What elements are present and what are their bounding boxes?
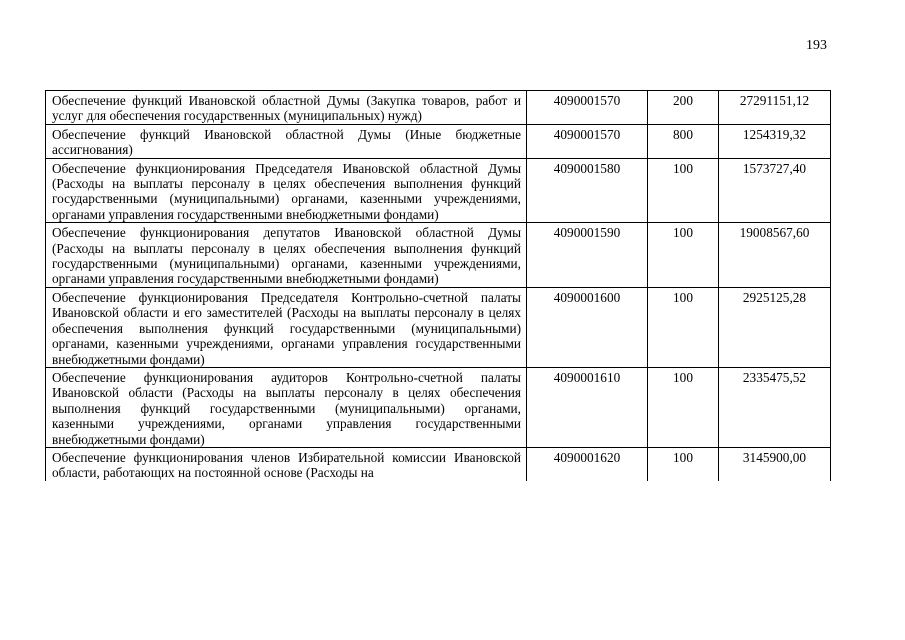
expense-type-code: 100 [648,158,719,223]
amount-value: 2925125,28 [719,287,831,367]
table-row [46,124,831,158]
table-row [46,158,831,223]
target-article-code: 4090001570 [527,124,648,158]
expense-description: Обеспечение функций Ивановской областной Думы (Закупка товаров, работ и услуг для обеспечения государственных (муниципальных) нужд) [46,91,527,125]
expense-description: Обеспечение функционирования Председателя Контрольно-счетной палаты Ивановской области и его заместителей (Расходы на выплаты персоналу в целях обеспечения выполнения функций государственными (муниципальными) органами, казенными учреждениями, органами управления государственными внебюджетными фондами) [46,287,527,367]
expense-type-code: 100 [648,223,719,288]
table-row [46,223,831,288]
table-row [46,91,831,125]
table-row [46,287,831,367]
expense-description: Обеспечение функционирования депутатов Ивановской областной Думы (Расходы на выплаты персоналу в целях обеспечения выполнения функций государственными (муниципальными) органами, казенными учреждениями, органами управления государственными внебюджетными фондами) [46,223,527,288]
page-number: 193 [806,38,827,53]
table-row [46,367,831,447]
expense-description: Обеспечение функционирования Председателя Ивановской областной Думы (Расходы на выплаты персоналу в целях обеспечения выполнения функций государственными (муниципальными) органами, казенными учреждениями, органами управления государственными внебюджетными фондами) [46,158,527,223]
expense-description: Обеспечение функций Ивановской областной Думы (Иные бюджетные ассигнования) [46,124,527,158]
table-row [46,447,831,480]
expense-type-code: 100 [648,447,719,480]
amount-value: 3145900,00 [719,447,831,480]
amount-value: 19008567,60 [719,223,831,288]
target-article-code: 4090001590 [527,223,648,288]
expense-type-code: 100 [648,287,719,367]
expense-type-code: 100 [648,367,719,447]
budget-table [45,90,831,481]
expense-description: Обеспечение функционирования аудиторов Контрольно-счетной палаты Ивановской области (Расходы на выплаты персоналу в целях обеспечения выполнения функций государственными (муниципальными) органами, казенными учреждениями, органами управления государственными внебюджетными фондами) [46,367,527,447]
target-article-code: 4090001620 [527,447,648,480]
amount-value: 2335475,52 [719,367,831,447]
amount-value: 1573727,40 [719,158,831,223]
target-article-code: 4090001610 [527,367,648,447]
target-article-code: 4090001570 [527,91,648,125]
expense-description: Обеспечение функционирования членов Избирательной комиссии Ивановской области, работающих на постоянной основе (Расходы на [46,447,527,480]
amount-value: 27291151,12 [719,91,831,125]
page-bottom-margin [0,582,905,640]
target-article-code: 4090001600 [527,287,648,367]
target-article-code: 4090001580 [527,158,648,223]
expense-type-code: 200 [648,91,719,125]
amount-value: 1254319,32 [719,124,831,158]
expense-type-code: 800 [648,124,719,158]
